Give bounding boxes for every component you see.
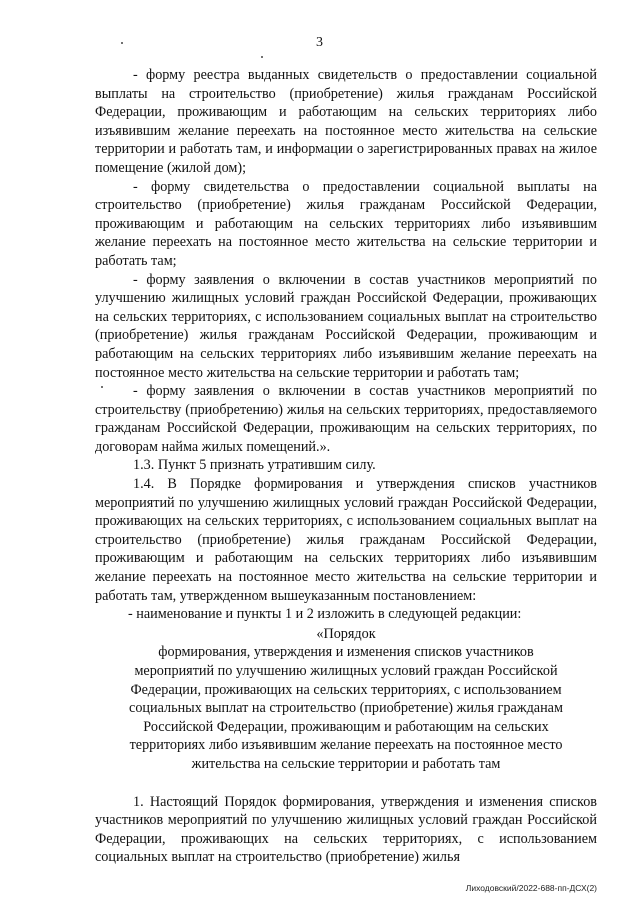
order-title-line: формирования, утверждения и изменения списков участников <box>158 644 534 661</box>
paragraph-application-form-rent: - форму заявления о включении в состав участников мероприятий по строительству (приобретению) жилья на сельских территориях, предоставляемого гражданам Российской Федерации, проживающим на сельских территориях, по договорам найма жилых помещений.». <box>95 383 597 455</box>
document-footer-code: Лиходовский/2022-688-пп-ДСХ(2) <box>465 883 597 893</box>
paragraph-application-form: - форму заявления о включении в состав участников мероприятий по улучшению жилищных условий граждан Российской Федерации, проживающих на сельских территориях, с использованием социальных выплат на строительство (приобретение) жилья гражданам Российской Федерации, проживающим и работающим на сельских территориях либо изъявившим желание переехать на постоянное место жительства на сельские территории и работать там; <box>95 271 597 381</box>
order-title-line: мероприятий по улучшению жилищных условий граждан Российской <box>134 663 558 679</box>
scan-speck <box>261 56 263 58</box>
order-title-line: территориях либо изъявившим желание переехать на постоянное место <box>129 737 563 754</box>
order-title-line: Федерации, проживающих на сельских территориях, с использованием <box>130 681 562 698</box>
page-number: 3 <box>316 35 323 50</box>
order-title-line: Российской Федерации, проживающим и работающим на сельских <box>143 718 549 735</box>
paragraph-registry-form: - форму реестра выданных свидетельств о предоставлении социальной выплаты на строительство (приобретение) жилья гражданам Российской Федерации, проживающим и работающим на сельских территориях либо изъявившим желание переехать на постоянное место жительства на сельские территории и работать там, и информации о зарегистрированных правах на жилое помещение (жилой дом); <box>95 67 597 176</box>
paragraph-certificate-form: - форму свидетельства о предоставлении социальной выплаты на строительство (приобретение) жилья гражданам Российской Федерации, проживающим и работающим на сельских территориях либо изъявившим желание переехать на постоянное место жительства на сельские территории и работать там; <box>95 178 597 269</box>
paragraph-item-1-4: 1.4. В Порядке формирования и утверждения списков участников мероприятий по улучшению жилищных условий граждан Российской Федерации, проживающих на сельских территориях, с использованием социальных выплат на строительство (приобретение) жилья гражданам Российской Федерации, проживающим и работающим на сельских территориях либо изъявившим желание переехать на постоянное место жительства на сельские территории и работать там, утвержденном вышеуказанным постановлением: <box>95 476 597 604</box>
order-title <box>95 625 597 774</box>
spacer <box>95 774 597 793</box>
document-body <box>95 66 597 867</box>
order-title-line: жительства на сельские территории и работать там <box>191 755 501 772</box>
paragraph-name-and-items: - наименование и пункты 1 и 2 изложить в следующей редакции: <box>128 606 522 623</box>
order-title-line: социальных выплат на строительство (приобретение) жилья гражданам <box>129 700 563 717</box>
order-title-heading: «Порядок <box>316 625 376 642</box>
paragraph-point-1: 1. Настоящий Порядок формирования, утверждения и изменения списков участников мероприятий по улучшению жилищных условий граждан Российской Федерации, проживающих на сельских территориях, с использованием социальных выплат на строительство (приобретение) жилья <box>95 793 597 866</box>
paragraph-item-1-3: 1.3. Пункт 5 признать утратившим силу. <box>133 457 376 474</box>
scan-speck <box>121 42 123 44</box>
